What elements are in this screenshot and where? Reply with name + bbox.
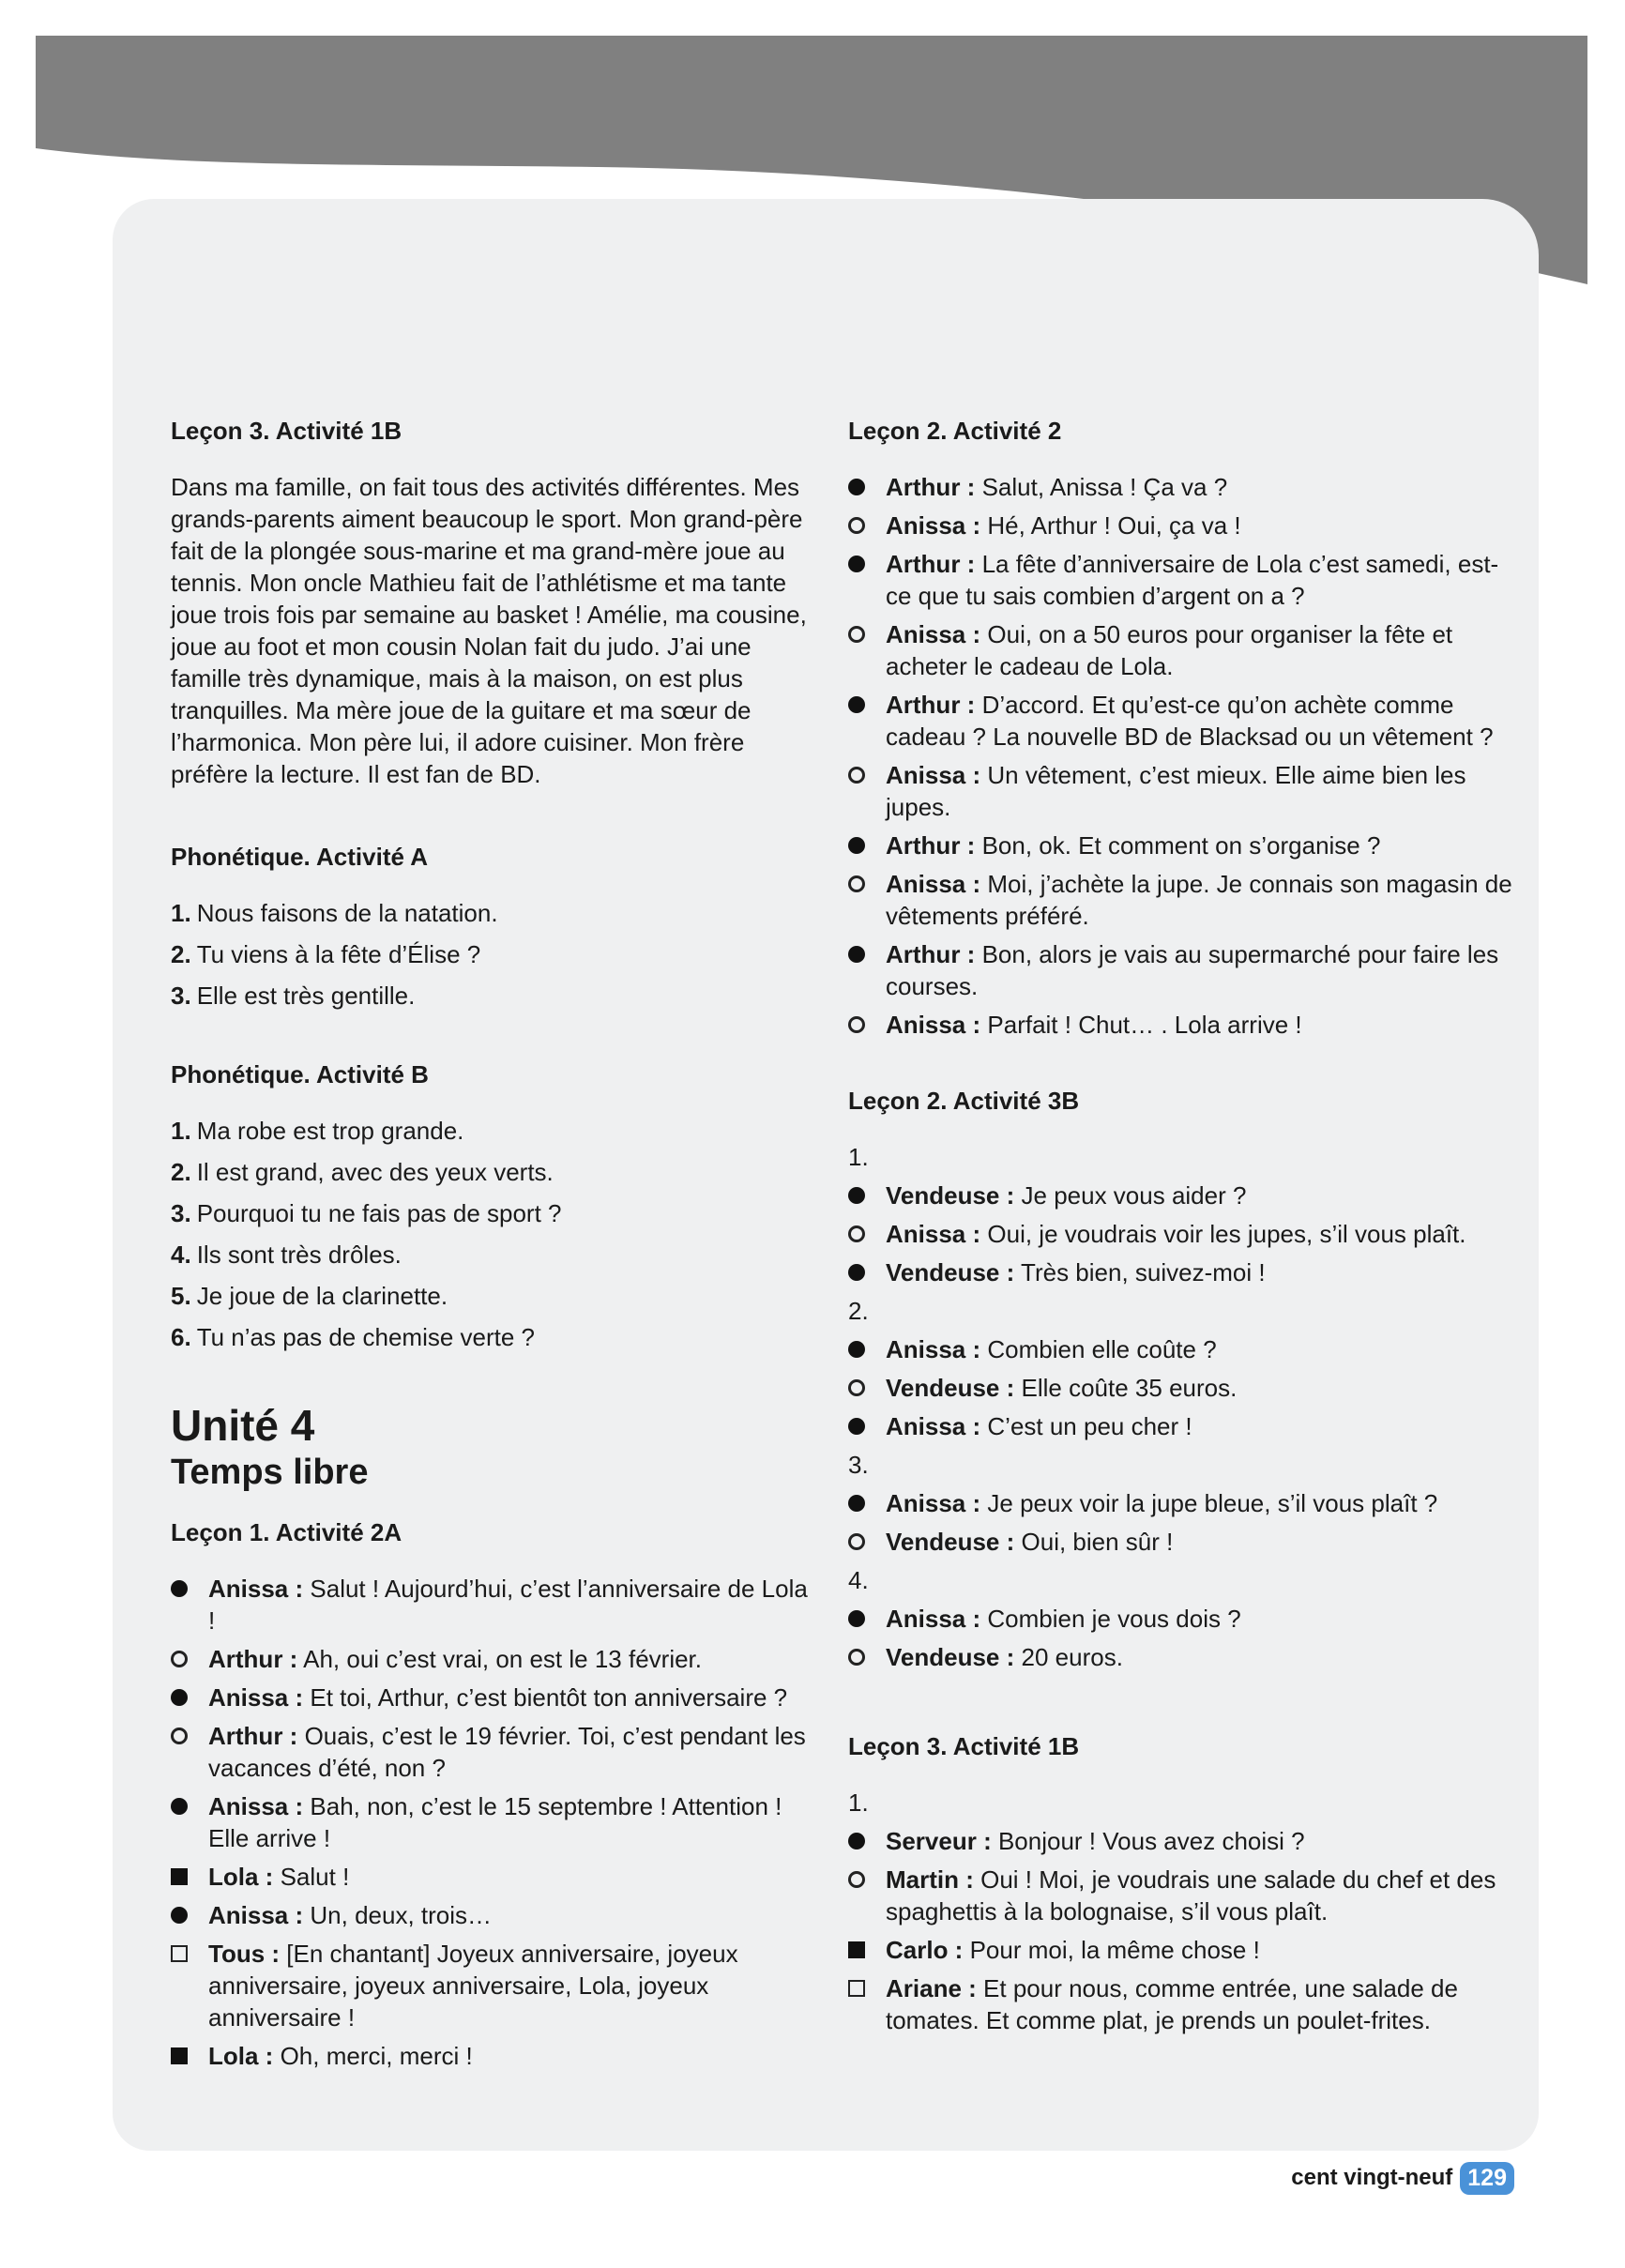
dialogue xyxy=(848,1603,1524,1673)
section-heading: Phonétique. Activité A xyxy=(171,843,428,871)
filled-square-icon xyxy=(848,1941,865,1958)
open-circle-icon xyxy=(848,626,865,643)
dialogue xyxy=(848,1180,1524,1288)
dialogue-line: Lola : Salut ! xyxy=(171,1861,809,1893)
open-square-icon xyxy=(848,1980,865,1997)
section-heading: Phonétique. Activité B xyxy=(171,1060,429,1088)
dialogue-line: Tous : [En chantant] Joyeux anniversaire, joyeux anniversaire, joyeux anniversaire, Lola, joyeux anniversaire ! xyxy=(171,1938,809,2033)
dialogue-line: Lola : Oh, merci, merci ! xyxy=(171,2040,809,2072)
list-item: 1. Nous faisons de la natation. xyxy=(171,899,498,927)
dialogue-line: Carlo : Pour moi, la même chose ! xyxy=(848,1934,1524,1966)
dialogue-line: Anissa : Combien elle coûte ? xyxy=(848,1333,1524,1365)
dialogue-line: Vendeuse : 20 euros. xyxy=(848,1641,1524,1673)
dialogue-line: Anissa : C’est un peu cher ! xyxy=(848,1410,1524,1442)
filled-circle-icon xyxy=(848,1610,865,1627)
unit-subtitle: Temps libre xyxy=(171,1453,369,1492)
group-number: 4. xyxy=(848,1566,869,1594)
section-heading: Leçon 1. Activité 2A xyxy=(171,1518,402,1546)
dialogue-line: Vendeuse : Je peux vous aider ? xyxy=(848,1180,1524,1211)
page-number-badge: 129 xyxy=(1460,2162,1514,2195)
dialogue-line: Ariane : Et pour nous, comme entrée, une salade de tomates. Et comme plat, je prends un poulet-frites. xyxy=(848,1972,1524,2036)
filled-circle-icon xyxy=(848,1264,865,1281)
filled-circle-icon xyxy=(171,1907,188,1924)
section-heading: Leçon 2. Activité 2 xyxy=(848,417,1062,445)
filled-circle-icon xyxy=(848,1495,865,1512)
dialogue-line: Anissa : Je peux voir la jupe bleue, s’il vous plaît ? xyxy=(848,1487,1524,1519)
dialogue-line: Anissa : Combien je vous dois ? xyxy=(848,1603,1524,1635)
list-item: 4. Ils sont très drôles. xyxy=(171,1241,402,1269)
dialogue-line: Arthur : Bon, alors je vais au supermarché pour faire les courses. xyxy=(848,938,1524,1002)
list-item: 2. Il est grand, avec des yeux verts. xyxy=(171,1158,554,1186)
filled-circle-icon xyxy=(848,556,865,572)
section-heading: Leçon 2. Activité 3B xyxy=(848,1087,1080,1115)
dialogue-line: Anissa : Un, deux, trois… xyxy=(171,1899,809,1931)
dialogue-line: Martin : Oui ! Moi, je voudrais une salade du chef et des spaghettis à la bolognaise, s’il vous plaît. xyxy=(848,1864,1524,1927)
list-item: 1. Ma robe est trop grande. xyxy=(171,1117,464,1145)
filled-circle-icon xyxy=(848,946,865,963)
dialogue-line: Arthur : Bon, ok. Et comment on s’organise ? xyxy=(848,830,1524,861)
dialogue-line: Anissa : Un vêtement, c’est mieux. Elle aime bien les jupes. xyxy=(848,759,1524,823)
dialogue xyxy=(848,1487,1524,1558)
filled-circle-icon xyxy=(171,1689,188,1706)
filled-circle-icon xyxy=(171,1580,188,1597)
group-number: 1. xyxy=(848,1143,869,1171)
dialogue-line: Vendeuse : Très bien, suivez-moi ! xyxy=(848,1256,1524,1288)
list-item: 5. Je joue de la clarinette. xyxy=(171,1282,448,1310)
filled-circle-icon xyxy=(848,837,865,854)
dialogue-line: Arthur : Ouais, c’est le 19 février. Toi, c’est pendant les vacances d’été, non ? xyxy=(171,1720,809,1784)
filled-circle-icon xyxy=(848,1341,865,1358)
group-number: 3. xyxy=(848,1451,869,1479)
list-item: 6. Tu n’as pas de chemise verte ? xyxy=(171,1323,536,1351)
open-circle-icon xyxy=(848,1225,865,1242)
filled-circle-icon xyxy=(848,696,865,713)
open-circle-icon xyxy=(848,1016,865,1033)
open-circle-icon xyxy=(848,1379,865,1396)
filled-circle-icon xyxy=(848,1418,865,1435)
dialogue-line: Anissa : Salut ! Aujourd’hui, c’est l’anniversaire de Lola ! xyxy=(171,1573,809,1636)
dialogue-line: Anissa : Oui, on a 50 euros pour organiser la fête et acheter le cadeau de Lola. xyxy=(848,618,1524,682)
dialogue xyxy=(848,1825,1524,2036)
dialogue-line: Arthur : Salut, Anissa ! Ça va ? xyxy=(848,471,1524,503)
open-circle-icon xyxy=(171,1728,188,1744)
list-item: 3. Elle est très gentille. xyxy=(171,982,416,1010)
list-item: 2. Tu viens à la fête d’Élise ? xyxy=(171,940,481,968)
open-circle-icon xyxy=(848,767,865,784)
left-column xyxy=(171,415,809,2078)
filled-circle-icon xyxy=(171,1798,188,1815)
dialogue-line: Anissa : Bah, non, c’est le 15 septembre ! Attention ! Elle arrive ! xyxy=(171,1790,809,1854)
section-heading: Leçon 3. Activité 1B xyxy=(848,1732,1080,1760)
dialogue-line: Anissa : Moi, j’achète la jupe. Je connais son magasin de vêtements préféré. xyxy=(848,868,1524,932)
section-heading: Leçon 3. Activité 1B xyxy=(171,417,402,445)
open-circle-icon xyxy=(848,875,865,892)
filled-circle-icon xyxy=(848,1833,865,1849)
open-circle-icon xyxy=(848,1649,865,1666)
dialogue-line: Anissa : Hé, Arthur ! Oui, ça va ! xyxy=(848,510,1524,541)
dialogue xyxy=(848,471,1524,1041)
page-footer xyxy=(1291,2159,1514,2197)
filled-square-icon xyxy=(171,1868,188,1885)
dialogue-line: Arthur : La fête d’anniversaire de Lola c’est samedi, est-ce que tu sais combien d’argent on a ? xyxy=(848,548,1524,612)
open-circle-icon xyxy=(848,517,865,534)
group-number: 2. xyxy=(848,1297,869,1325)
open-circle-icon xyxy=(171,1651,188,1667)
open-circle-icon xyxy=(848,1871,865,1888)
numbered-list xyxy=(171,1115,809,1353)
dialogue-line: Arthur : D’accord. Et qu’est-ce qu’on achète comme cadeau ? La nouvelle BD de Blacksad ou un vêtement ? xyxy=(848,689,1524,753)
numbered-list xyxy=(171,897,809,1012)
paragraph: Dans ma famille, on fait tous des activités différentes. Mes grands-parents aiment beaucoup le sport. Mon grand-père fait de la plongée sous-marine et ma grand-mère joue au tennis. Mon oncle Mathieu fait de l’athlétisme et ma tante joue trois fois par semaine au basket ! Amélie, ma cousine, joue au foot et mon cousin Nolan fait du judo. J’ai une famille très dynamique, mais à la maison, on est plus tranquilles. Ma mère joue de la guitare et ma sœur de l’harmonica. Mon père lui, il adore cuisiner. Mon frère préfère la lecture. Il est fan de BD. xyxy=(171,473,807,788)
group-number: 1. xyxy=(848,1789,869,1817)
open-circle-icon xyxy=(848,1533,865,1550)
filled-circle-icon xyxy=(848,479,865,495)
dialogue-line: Vendeuse : Oui, bien sûr ! xyxy=(848,1526,1524,1558)
filled-square-icon xyxy=(171,2047,188,2064)
open-square-icon xyxy=(171,1945,188,1962)
dialogue-line: Anissa : Parfait ! Chut… . Lola arrive ! xyxy=(848,1009,1524,1041)
dialogue-line: Anissa : Et toi, Arthur, c’est bientôt ton anniversaire ? xyxy=(171,1682,809,1713)
list-item: 3. Pourquoi tu ne fais pas de sport ? xyxy=(171,1199,562,1227)
right-column xyxy=(848,415,1524,2043)
filled-circle-icon xyxy=(848,1187,865,1204)
page-number-words: cent vingt-neuf xyxy=(1291,2165,1453,2190)
dialogue xyxy=(171,1573,809,2072)
dialogue xyxy=(848,1333,1524,1442)
unit-title: Unité 4 xyxy=(171,1401,315,1450)
dialogue-line: Arthur : Ah, oui c’est vrai, on est le 13 février. xyxy=(171,1643,809,1675)
dialogue-line: Vendeuse : Elle coûte 35 euros. xyxy=(848,1372,1524,1404)
dialogue-line: Anissa : Oui, je voudrais voir les jupes, s’il vous plaît. xyxy=(848,1218,1524,1250)
dialogue-line: Serveur : Bonjour ! Vous avez choisi ? xyxy=(848,1825,1524,1857)
